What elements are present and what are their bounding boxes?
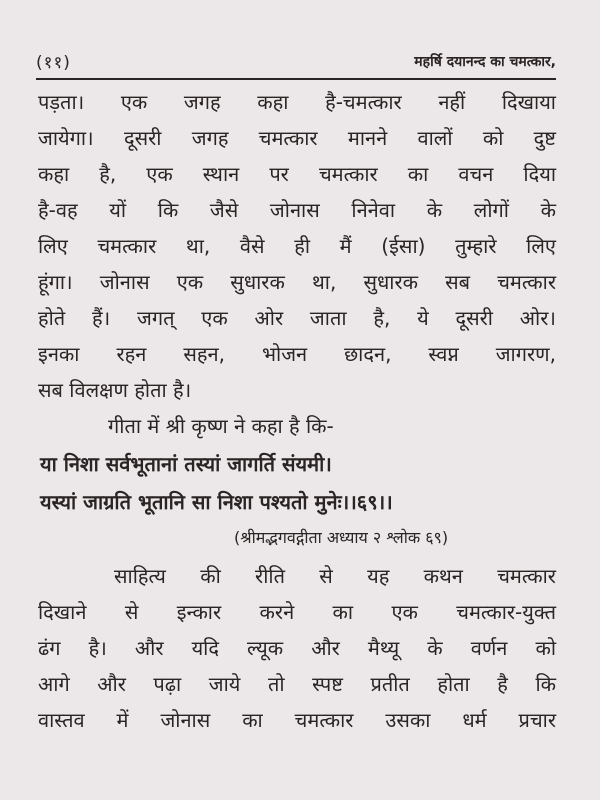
- paragraph-line: सब विलक्षण होता है।: [38, 378, 192, 402]
- paragraph-line: लिए चमत्कार था, वैसे ही मैं (ईसा) तुम्हारे लिए: [38, 234, 556, 258]
- paragraph-line: इनका रहन सहन, भोजन छादन, स्वप्न जागरण,: [38, 342, 556, 366]
- paragraph-line: हूंगा। जोनास एक सुधारक था, सुधारक सब चमत्कार: [38, 270, 556, 294]
- page-header: [36, 50, 556, 78]
- paragraph-line: साहित्य की रीति से यह कथन चमत्कार: [114, 564, 556, 588]
- page-number: (११): [36, 53, 71, 73]
- paragraph-line: ढंग है। और यदि ल्यूक और मैथ्यू के वर्णन को: [38, 636, 556, 660]
- paragraph-line: वास्तव में जोनास का चमत्कार उसका धर्म प्रचार: [38, 708, 556, 732]
- paragraph-line: जायेगा। दूसरी जगह चमत्कार मानने वालों को दुष्ट: [38, 126, 556, 150]
- paragraph-line: आगे और पढ़ा जाये तो स्पष्ट प्रतीत होता है कि: [38, 672, 556, 696]
- gita-intro: गीता में श्री कृष्ण ने कहा है कि-: [108, 414, 334, 438]
- header-rule: [36, 78, 556, 80]
- running-title: महर्षि दयानन्द का चमत्कार,: [414, 54, 556, 70]
- paragraph-line: कहा है, एक स्थान पर चमत्कार का वचन दिया: [38, 162, 556, 186]
- verse-line: यस्यां जाग्रति भूतानि सा निशा पश्यतो मुनेः।।६९।।: [40, 490, 393, 514]
- paragraph-line: है-वह यों कि जैसे जोनास निनेवा के लोगों के: [38, 198, 556, 222]
- paragraph-line: दिखाने से इन्कार करने का एक चमत्कार-युक्त: [38, 600, 556, 624]
- verse-line: या निशा सर्वभूतानां तस्यां जागर्ति संयमी।: [40, 452, 332, 476]
- verse-citation: (श्रीमद्भगवद्गीता अध्याय २ श्लोक ६९): [234, 528, 449, 547]
- paragraph-line: पड़ता। एक जगह कहा है-चमत्कार नहीं दिखाया: [38, 90, 556, 114]
- paragraph-line: होते हैं। जगत् एक ओर जाता है, ये दूसरी ओर।: [38, 306, 556, 330]
